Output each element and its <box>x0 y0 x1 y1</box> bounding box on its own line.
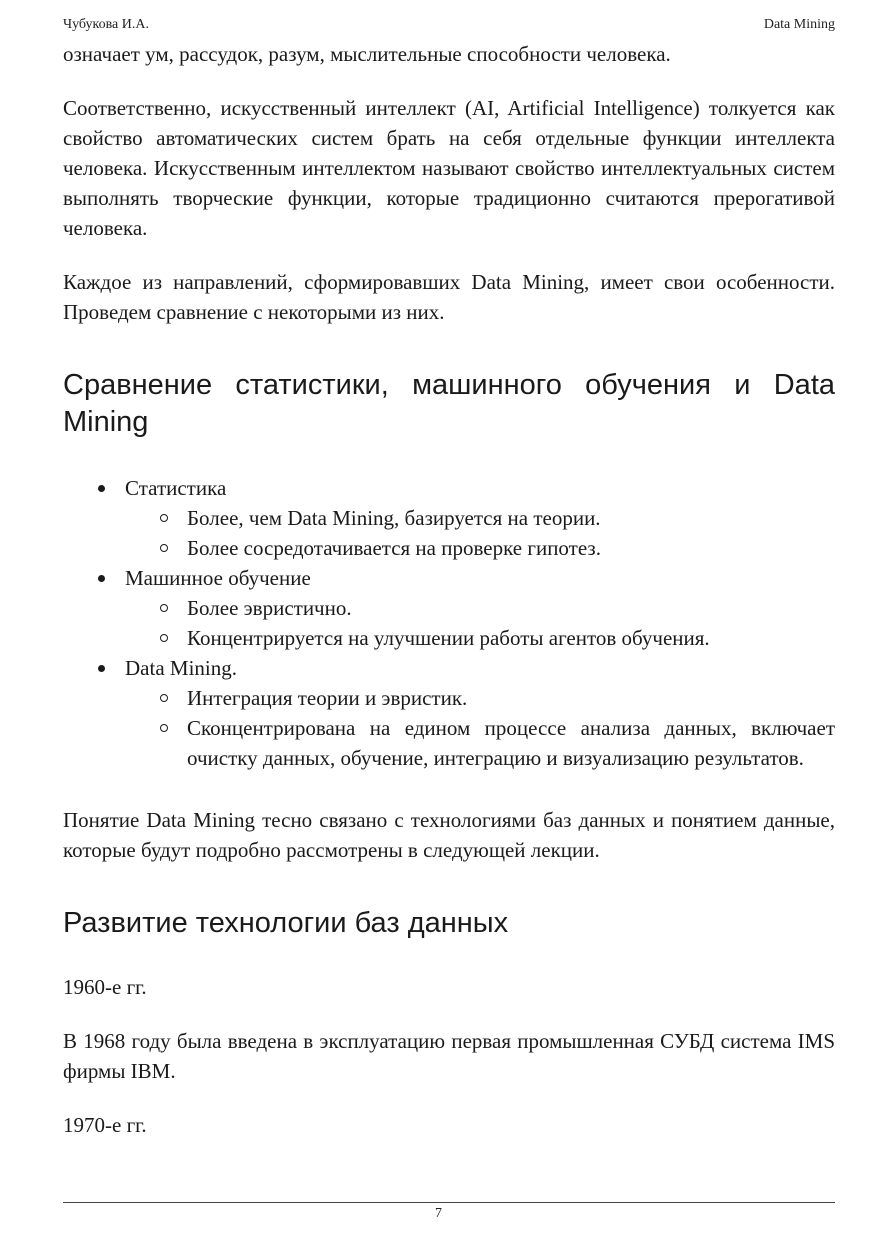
paragraph: Соответственно, искусственный интеллект (AI, Artificial Intelligence) толкуется как свойство автоматических систем брать на себя отдельные функции интеллекта человека. Искусственным интеллектом называют свойство интеллектуальных систем выполнять творческие функции, которые традиционно считаются прерогативой человека. <box>63 96 835 240</box>
bullet-icon <box>98 665 105 672</box>
list-item-label: Статистика <box>125 476 227 500</box>
sub-list-item <box>125 503 835 533</box>
footer-divider <box>63 1202 835 1203</box>
bullet-icon <box>98 575 105 582</box>
sub-list <box>125 503 835 563</box>
paragraph: В 1968 году была введена в эксплуатацию первая промышленная СУБД система IMS фирмы IBM. <box>63 1029 835 1083</box>
sub-list-item <box>125 683 835 713</box>
paragraph: Понятие Data Mining тесно связано с технологиями баз данных и понятием данные, которые будут подробно рассмотрены в следующей лекции. <box>63 808 835 862</box>
list-item-label: Data Mining. <box>125 656 237 680</box>
circle-bullet-icon <box>160 724 168 732</box>
sub-list-item-text: Концентрируется на улучшении работы агентов обучения. <box>187 626 710 650</box>
circle-bullet-icon <box>160 514 168 522</box>
circle-bullet-icon <box>160 694 168 702</box>
list-item <box>63 563 835 653</box>
sub-list <box>125 593 835 653</box>
list-item-label: Машинное обучение <box>125 566 311 590</box>
sub-list-item-text: Более сосредотачивается на проверке гипотез. <box>187 536 601 560</box>
sub-list <box>125 683 835 773</box>
sub-list-item-text: Сконцентрирована на едином процессе анализа данных, включает очистку данных, обучение, интеграцию и визуализацию результатов. <box>187 716 835 770</box>
paragraph: 1960-е гг. <box>63 975 147 999</box>
page-number: 7 <box>435 1206 442 1221</box>
circle-bullet-icon <box>160 634 168 642</box>
sub-list-item <box>125 713 835 773</box>
paragraph: Каждое из направлений, сформировавших Data Mining, имеет свои особенности. Проведем сравнение с некоторыми из них. <box>63 270 835 324</box>
header-author: Чубукова И.А. <box>63 17 149 32</box>
sub-list-item-text: Более эвристично. <box>187 596 352 620</box>
circle-bullet-icon <box>160 604 168 612</box>
sub-list-item-text: Более, чем Data Mining, базируется на теории. <box>187 506 601 530</box>
bullet-icon <box>98 485 105 492</box>
section-heading: Сравнение статистики, машинного обучения и Data Mining <box>63 369 835 438</box>
list-item <box>63 473 835 563</box>
sub-list-item-text: Интеграция теории и эвристик. <box>187 686 468 710</box>
page-content <box>63 39 835 1140</box>
section-heading: Развитие технологии баз данных <box>63 907 509 939</box>
comparison-list <box>63 473 835 773</box>
circle-bullet-icon <box>160 544 168 552</box>
paragraph: 1970-е гг. <box>63 1113 147 1137</box>
sub-list-item <box>125 533 835 563</box>
list-item <box>63 653 835 773</box>
header-title: Data Mining <box>763 17 835 32</box>
paragraph: означает ум, рассудок, разум, мыслительные способности человека. <box>63 42 671 66</box>
sub-list-item <box>125 623 835 653</box>
sub-list-item <box>125 593 835 623</box>
